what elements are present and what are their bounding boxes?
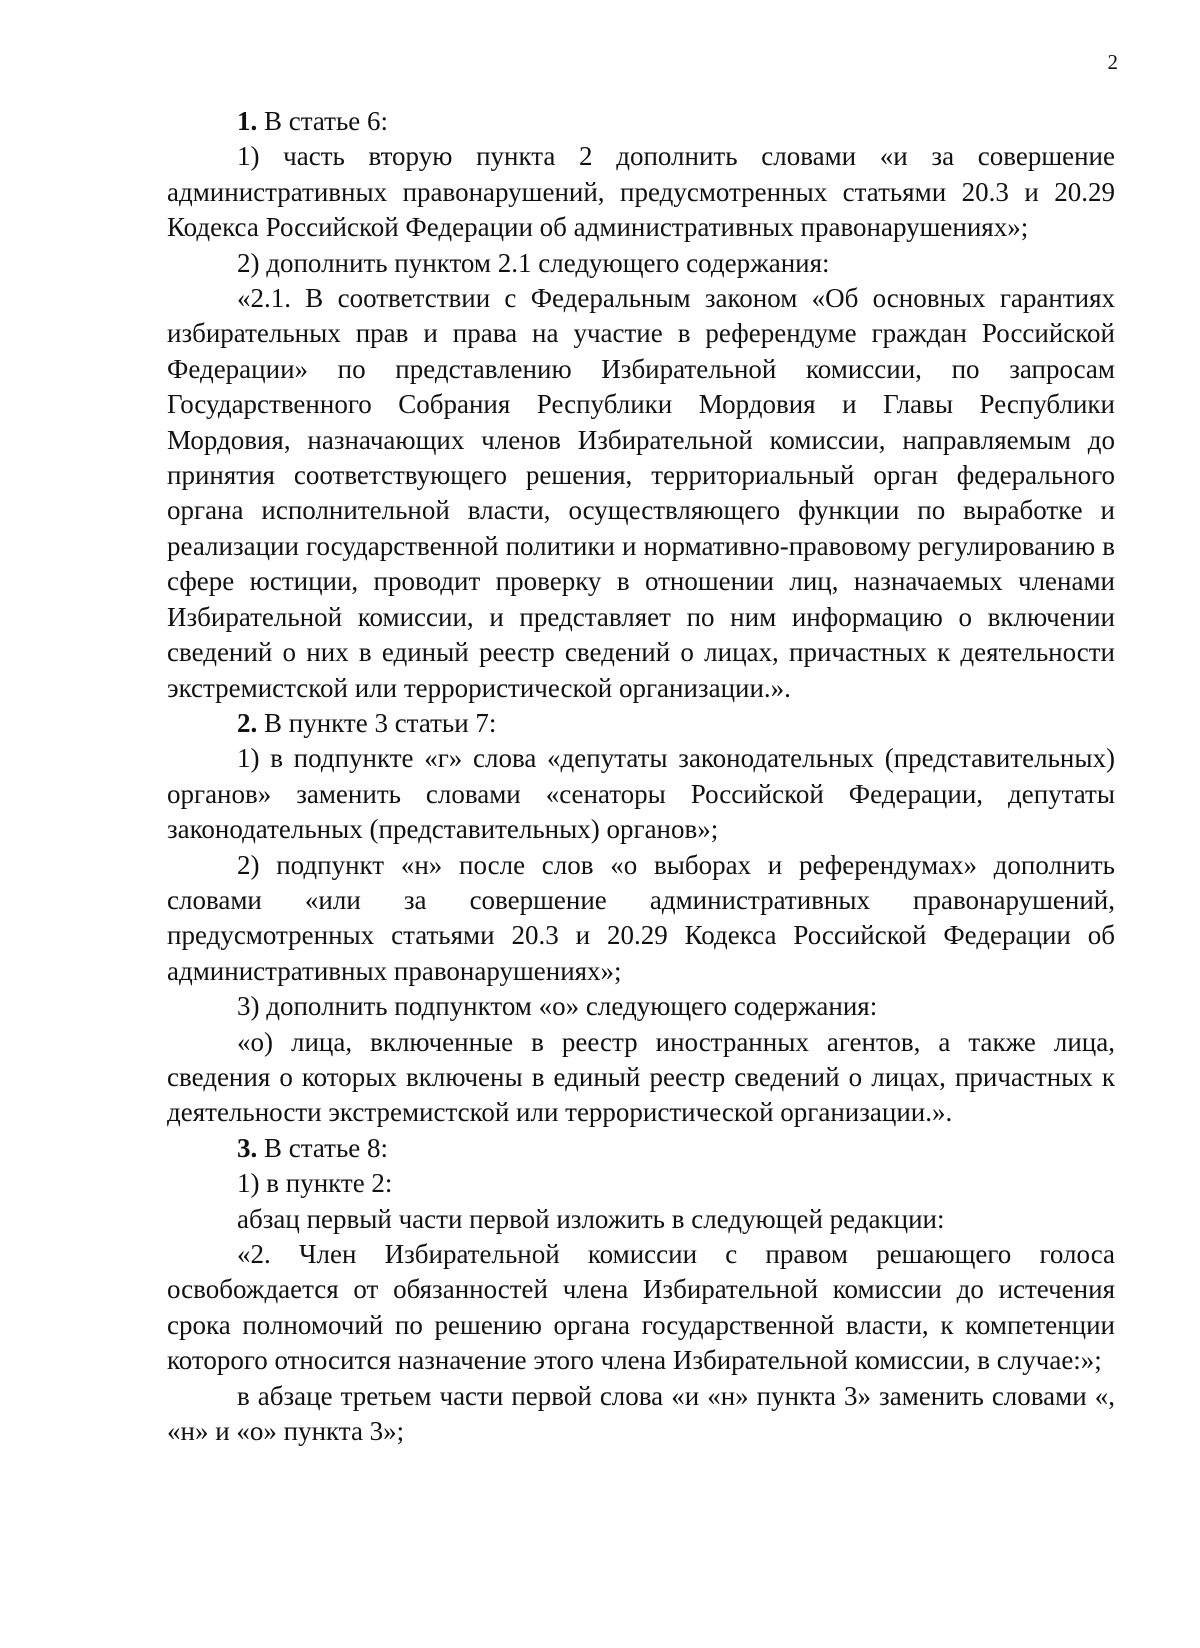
paragraph-text: 1) в пункте 2:	[237, 1168, 393, 1199]
paragraph-text: «2. Член Избирательной комиссии с правом решающего голоса освобождается от обязанностей члена Избирательной комиссии до истечения срока полномочий по решению органа государственной власти, к компетенции которого относится назначение этого члена Избирательной комиссии, в случае:»;	[167, 1239, 1115, 1376]
paragraph-text: В статье 8:	[257, 1132, 389, 1163]
page-number: 2	[1107, 50, 1118, 74]
paragraph	[167, 1131, 1115, 1166]
paragraph	[167, 246, 1115, 281]
paragraph-text: абзац первый части первой изложить в следующей редакции:	[237, 1203, 945, 1234]
section-number: 2.	[237, 707, 258, 738]
section-number: 1.	[237, 106, 258, 136]
paragraph-text: 2) подпункт «н» после слов «о выборах и референдумах» дополнить словами «или за совершение административных правонарушений, предусмотренных статьями 20.3 и 20.29 Кодекса Российской Федерации об административных правонарушениях»;	[167, 849, 1115, 986]
paragraph	[167, 706, 1115, 741]
paragraph-text: В пункте 3 статьи 7:	[257, 707, 497, 738]
paragraph	[167, 1379, 1115, 1450]
paragraph	[167, 281, 1115, 706]
paragraph	[167, 139, 1115, 245]
paragraph-text: в абзаце третьем части первой слова «и «н» пункта 3» заменить словами «, «н» и «о» пункта 3»;	[167, 1380, 1115, 1447]
paragraph-text: 1) в подпункте «г» слова «депутаты законодательных (представительных) органов» заменить словами «сенаторы Российской Федерации, депутаты законодательных (представительных) органов»;	[167, 743, 1115, 845]
paragraph	[167, 1237, 1115, 1379]
paragraph-text: 2) дополнить пунктом 2.1 следующего содержания:	[237, 247, 830, 278]
paragraph	[167, 1025, 1115, 1131]
paragraph-text: «2.1. В соответствии с Федеральным законом «Об основных гарантиях избирательных прав и права на участие в референдуме граждан Российской Федерации» по представлению Избирательной комиссии, по запросам Государственного Собрания Республики Мордовия и Главы Республики Мордовия, назначающих членов Избирательной комиссии, направляемым до принятия соответствующего решения, территориальный орган федерального органа исполнительной власти, осуществляющего функции по выработке и реализации государственной политики и нормативно-правовому регулированию в сфере юстиции, проводит проверку в отношении лиц, назначаемых членами Избирательной комиссии, и представляет по ним информацию о включении сведений о них в единый реестр сведений о лицах, причастных к деятельности экстремистской или террористической организации.».	[167, 283, 1115, 703]
paragraph	[167, 741, 1115, 847]
paragraph-text: «о) лица, включенные в реестр иностранных агентов, а также лица, сведения о которых включены в единый реестр сведений о лицах, причастных к деятельности экстремистской или террористической организации.».	[167, 1026, 1115, 1128]
paragraph-text: 3) дополнить подпунктом «о» следующего содержания:	[237, 991, 878, 1022]
document-body	[167, 104, 1115, 1449]
paragraph	[167, 1202, 1115, 1237]
paragraph	[167, 104, 1115, 139]
paragraph-text: 1) часть вторую пункта 2 дополнить словами «и за совершение административных правонарушений, предусмотренных статьями 20.3 и 20.29 Кодекса Российской Федерации об административных правонарушениях»;	[167, 141, 1115, 243]
paragraph	[167, 989, 1115, 1024]
section-number: 3.	[237, 1132, 258, 1163]
paragraph-text: В статье 6:	[257, 106, 389, 136]
paragraph	[167, 848, 1115, 990]
paragraph	[167, 1166, 1115, 1201]
